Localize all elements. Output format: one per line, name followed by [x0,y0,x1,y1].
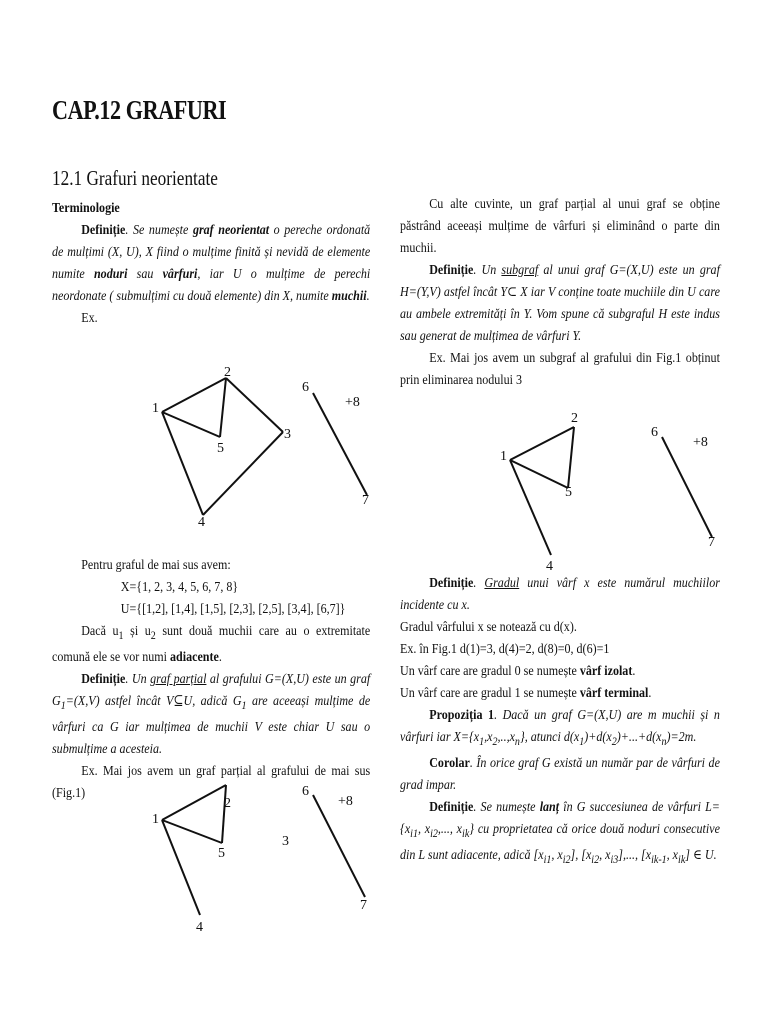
example-label: Ex. [81,311,98,326]
definition-varf-izolat: Un vârf care are gradul 0 se numește vârf izolat. [400,664,636,679]
node-label-4: 4 [196,920,203,935]
edge-1-2 [162,785,226,820]
graph-figure-1 [140,360,380,540]
sets-intro: Pentru graful de mai sus avem: [81,558,231,573]
node-label-8: +8 [345,395,360,410]
node-label-5: 5 [217,441,224,456]
definition-subgraf: Definiție. Un subgraf al unui graf G=(X,U) este un graf H=(Y,V) astfel încât Y⊂ X iar V conține toate muchiile din U care au ambele extremități în Y. Vom spune că subgraful H este indus sau generat de mulțimea de vârfuri Y. [400,263,720,344]
partial-graph-explanation: Cu alte cuvinte, un graf parțial al unui graf se obține păstrând aceeași mulțime de vârfuri și eliminând o parte din muchii. [400,197,720,256]
edge-1-5 [510,460,568,488]
node-label-3: 3 [284,427,291,442]
edge-3-4 [203,432,283,515]
grad-example: Ex. în Fig.1 d(1)=3, d(4)=2, d(8)=0, d(6)=1 [400,642,610,657]
node-label-5: 5 [218,846,225,861]
node-label-6: 6 [302,784,309,799]
node-label-7: 7 [360,898,367,913]
right-column-bottom [400,573,720,870]
term-varf-izolat: vârf izolat [579,664,633,679]
definition-label: Definiție [429,799,474,815]
node-label-2: 2 [224,796,231,811]
definition-label: Definiție [429,263,474,278]
definition-label: Definiție [81,223,126,238]
term-lant: lanț [539,799,560,815]
edge-6-7 [313,795,365,897]
example-subgraf: Ex. Mai jos avem un subgraf al grafului din Fig.1 obținut prin eliminarea nodului 3 [400,351,720,388]
node-label-4: 4 [546,559,553,574]
definition-grad: Definiție. Gradul unui vârf x este numărul muchiilor incidente cu x. [400,576,720,613]
proposition-label: Propoziția 1 [429,708,495,723]
definition-graf-partial: Definiție. Un graf parțial al grafului G=(X,U) este un graf $G_1=(X,V)$ astfel încât V⊆U, adică $G_1$ are aceeași mulțime de vârfuri ca G iar mulțimea de muchii V este chiar U sau o submulțime a acesteia. [52,671,371,757]
term-gradul: Gradul [484,576,520,591]
node-label-8: +8 [338,794,353,809]
graph-figure-2 [140,775,380,940]
left-column-bottom [52,555,370,805]
right-column-top [400,194,720,392]
node-label-7: 7 [362,493,369,508]
term-graf-neorientat: graf neorientat [192,223,270,238]
node-label-2: 2 [224,365,231,380]
definition-varf-terminal: Un vârf care are gradul 1 se numește vârf terminal. [400,686,652,701]
edge-2-5 [568,427,574,488]
set-x: X={1, 2, 3, 4, 5, 6, 7, 8} [120,580,239,595]
edge-6-7 [662,437,712,537]
term-adiacente: adiacente [170,649,219,665]
definition-lant: Definiție. Se numește lanț în G succesiunea de vârfuri $L=\{x_{i1}$, $x_{i2}$,..., $x_{ik}$} cu proprietatea că orice două noduri consecutive din L sunt adiacente, adică [$x_{i1}$, $x_{i2}$], [$x_{i2}$, $x_{i3}$],..., [$x_{ik-1}$, $x_{ik}$] ∈ U. [400,799,720,866]
node-label-6: 6 [302,380,309,395]
edge-2-5 [222,785,226,843]
definition-adiacente: Dacă $u_1$ și $u_2$ sunt două muchii care au o extremitate comună ele se vor numi adiacente. [52,624,371,665]
term-graf-partial: graf parțial [150,671,207,687]
node-label-1: 1 [500,449,507,464]
chapter-title: CAP.12 GRAFURI [52,95,227,125]
edge-1-4 [162,820,200,915]
node-label-6: 6 [651,425,658,440]
node-label-7: 7 [708,535,715,550]
node-label-1: 1 [152,401,159,416]
node-label-2: 2 [571,411,578,426]
propozitia-1: Propoziția 1. Dacă un graf G=(X,U) are m muchii și n vârfuri iar $X=\{x_1,x_2,..,x_n\}$, atunci $d(x_1)+d(x_2)+...+d(x_n)=2m$. [400,708,720,748]
node-label-4: 4 [198,515,205,530]
node-label-1: 1 [152,812,159,827]
node-label-5: 5 [565,485,572,500]
definition-label: Definiție [429,576,474,591]
term-varf-terminal: vârf terminal [579,686,649,701]
edge-1-5 [162,820,222,843]
node-label-8: +8 [693,435,708,450]
left-column-top [52,198,370,330]
example-graf-partial: Ex. Mai jos avem un graf parțial al grafului de mai sus (Fig.1) [52,763,371,801]
term-subgraf: subgraf [501,263,539,278]
terminology-heading: Terminologie [52,201,120,216]
grad-notation: Gradul vârfului x se notează cu d(x). [400,620,577,635]
corollary-label: Corolar [429,755,470,771]
definition-graf-neorientat: Definiție. Se numește graf neorientat o pereche ordonată de mulțimi (X, U), X fiind o mulțime finită și nevidă de elemente numite noduri sau vârfuri, iar U o mulțime de perechi neordonate ( submulțimi cu două elemente) din X, numite muchii. [52,223,371,304]
edge-1-4 [510,460,551,555]
definition-label: Definiție [81,671,126,687]
graph-figure-3 [498,412,738,572]
edge-1-2 [510,427,574,460]
edge-2-5 [220,378,226,437]
section-title: 12.1 Grafuri neorientate [52,166,218,190]
node-label-3: 3 [282,834,289,849]
corolar: Corolar. În orice graf G există un număr par de vârfuri de grad impar. [400,755,720,793]
set-u: U={[1,2], [1,4], [1,5], [2,3], [2,5], [3,4], [6,7]} [120,602,346,617]
edge-2-3 [226,378,283,432]
edge-1-2 [162,378,226,412]
